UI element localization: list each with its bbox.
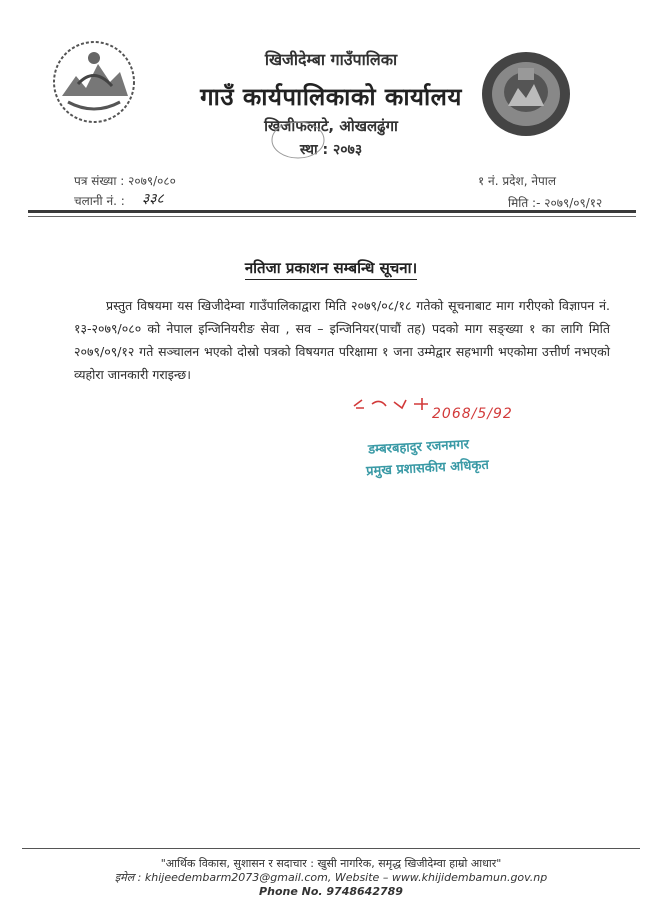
header-divider-thin bbox=[28, 216, 636, 217]
established-year: स्था : २०७३ bbox=[299, 142, 363, 158]
province: १ नं. प्रदेश, नेपाल bbox=[478, 174, 557, 188]
letter-date: मिति :- २०७९/०९/१२ bbox=[508, 196, 603, 210]
footer-slogan: "आर्थिक विकास, सुशासन र सदाचार : खुसी नागरिक, समृद्ध खिजीदेम्वा हाम्रो आधार" bbox=[160, 857, 502, 870]
office-address: खिजीफलाटे, ओखलढुंगा bbox=[264, 117, 398, 135]
signatory-title: प्रमुख प्रशासकीय अधिकृत bbox=[365, 457, 490, 480]
round-stamp-icon bbox=[270, 120, 326, 160]
office-name: गाउँ कार्यपालिकाको कार्यालय bbox=[200, 83, 462, 111]
municipality-name: खिजीदेम्बा गाउँपालिका bbox=[264, 50, 398, 69]
footer-phone: Phone No. 9748642789 bbox=[259, 885, 403, 898]
dispatch-number-value: ३३८ bbox=[142, 191, 164, 207]
dispatch-number-label: चलानी नं. : bbox=[74, 194, 125, 208]
header-divider bbox=[28, 210, 636, 213]
letter-number: पत्र संख्या : २०७९/०८० bbox=[74, 174, 176, 188]
handwritten-date: 2068/5/92 bbox=[432, 406, 513, 422]
footer-contact: इमेल : khijeedembarm2073@gmail.com, Website – www.khijidembamun.gov.np bbox=[114, 871, 548, 884]
notice-body-text: प्रस्तुत विषयमा यस खिजीदेम्वा गाउँपालिकाद्वारा मिति २०७९/०८/१८ गतेको सूचनाबाट माग गरीएको विज्ञापन नं. १३-२०७९/०८० को नेपाल इन्जिनियरीङ सेवा , सव – इन्जिनियर(पाचौं तह) पदको माग सङ्ख्या १ का लागि मिति २०७९/०९/१२ गते सञ्चालन भएको दोस्रो पत्रको विषयगत परिक्षामा १ जना उम्मेद्वार सहभागी भएकोमा उत्तीर्ण नभएको व्यहोरा जानकारी गराइन्छ। bbox=[74, 298, 610, 382]
notice-subject-text: नतिजा प्रकाशन सम्बन्धि सूचना। bbox=[245, 259, 417, 280]
footer-divider bbox=[22, 848, 640, 849]
notice-body bbox=[74, 294, 610, 386]
notice-subject bbox=[0, 258, 662, 278]
signatory-name: डम्बरबहादुर रजनमगर bbox=[367, 437, 470, 458]
